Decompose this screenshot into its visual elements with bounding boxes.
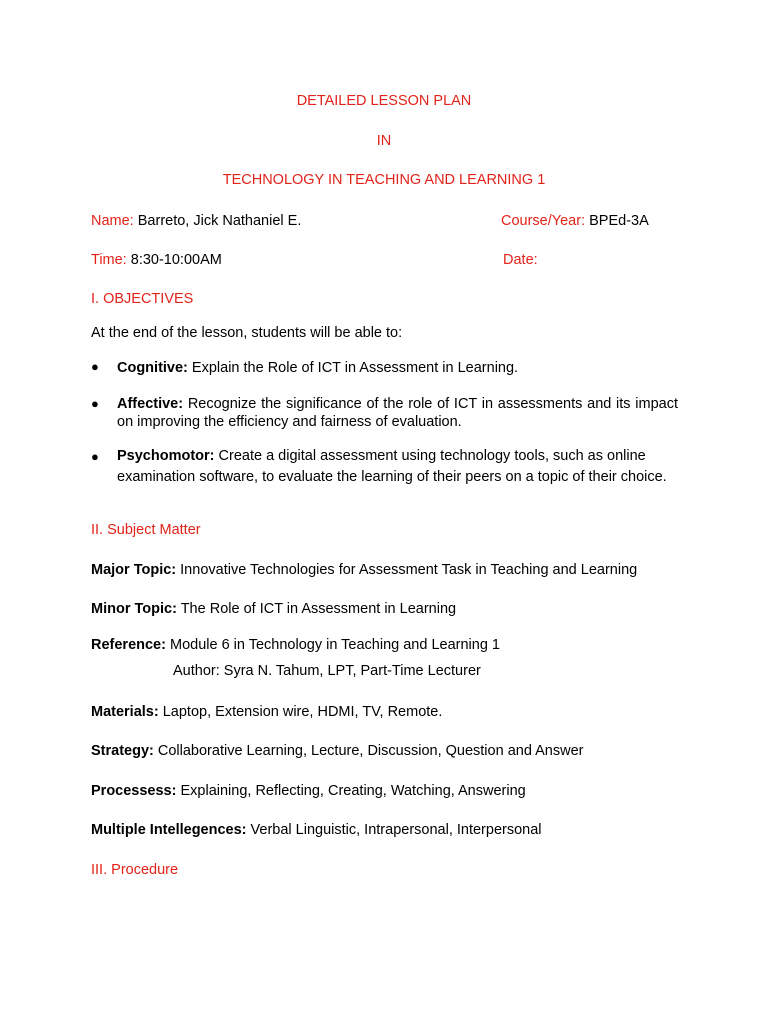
date-row [503,252,538,268]
major-topic-value: Innovative Technologies for Assessment Task in Teaching and Learning [180,562,638,578]
processes-row [91,783,526,799]
reference-label: Reference: [91,637,166,653]
name-row [91,213,301,229]
objective-label: Affective: [117,396,184,412]
course-value: BPEd-3A [589,213,649,229]
name-value: Barreto, Jick Nathaniel E. [137,213,302,229]
document-title: DETAILED LESSON PLAN [296,93,472,109]
bullet-icon: ● [91,396,99,411]
minor-topic-row [91,601,456,617]
objective-label: Psychomotor: [117,448,215,464]
name-label: Name: [91,213,134,229]
subject-matter-heading: II. Subject Matter [91,522,201,538]
minor-topic-label: Minor Topic: [91,601,177,617]
processes-value: Explaining, Reflecting, Creating, Watching, Answering [180,783,526,799]
objective-cognitive [117,358,678,379]
procedure-heading: III. Procedure [91,862,179,878]
major-topic-row [91,562,637,578]
objectives-intro: At the end of the lesson, students will be able to: [91,325,403,341]
reference-value: Module 6 in Technology in Teaching and Learning 1 [169,637,500,653]
course-label: Course/Year: [501,213,586,229]
intelligences-label: Multiple Intellegences: [91,822,247,838]
strategy-label: Strategy: [91,743,154,759]
major-topic-label: Major Topic: [91,562,177,578]
time-label: Time: [91,252,127,268]
objective-label: Cognitive: [117,360,188,376]
materials-value: Laptop, Extension wire, HDMI, TV, Remote. [162,704,443,720]
objective-text: Recognize the significance of the role of ICT in assessments and its impact on improving the efficiency and fairness of evaluation. [117,396,679,430]
objective-affective [117,395,678,431]
intelligences-value: Verbal Linguistic, Intrapersonal, Interpersonal [250,822,542,838]
objectives-heading: I. OBJECTIVES [91,291,194,307]
materials-row [91,704,442,720]
document-in: IN [376,133,392,149]
objective-psychomotor [117,446,673,487]
objective-text: Create a digital assessment using technology tools, such as online examination software, to evaluate the learning of their peers on a topic of their choice. [117,448,667,485]
time-value: 8:30-10:00AM [130,252,222,268]
date-label: Date: [503,252,538,268]
bullet-icon: ● [91,359,99,374]
intelligences-row [91,822,542,838]
processes-label: Processess: [91,783,177,799]
time-row [91,252,222,268]
reference-row [91,637,500,653]
minor-topic-value: The Role of ICT in Assessment in Learning [180,601,457,617]
objective-text: Explain the Role of ICT in Assessment in Learning. [191,360,519,376]
strategy-row [91,743,583,759]
course-row [501,213,649,229]
document-subject: TECHNOLOGY IN TEACHING AND LEARNING 1 [222,172,546,188]
reference-author: Author: Syra N. Tahum, LPT, Part-Time Lecturer [173,663,481,679]
strategy-value: Collaborative Learning, Lecture, Discussion, Question and Answer [157,743,584,759]
bullet-icon: ● [91,449,99,464]
materials-label: Materials: [91,704,159,720]
